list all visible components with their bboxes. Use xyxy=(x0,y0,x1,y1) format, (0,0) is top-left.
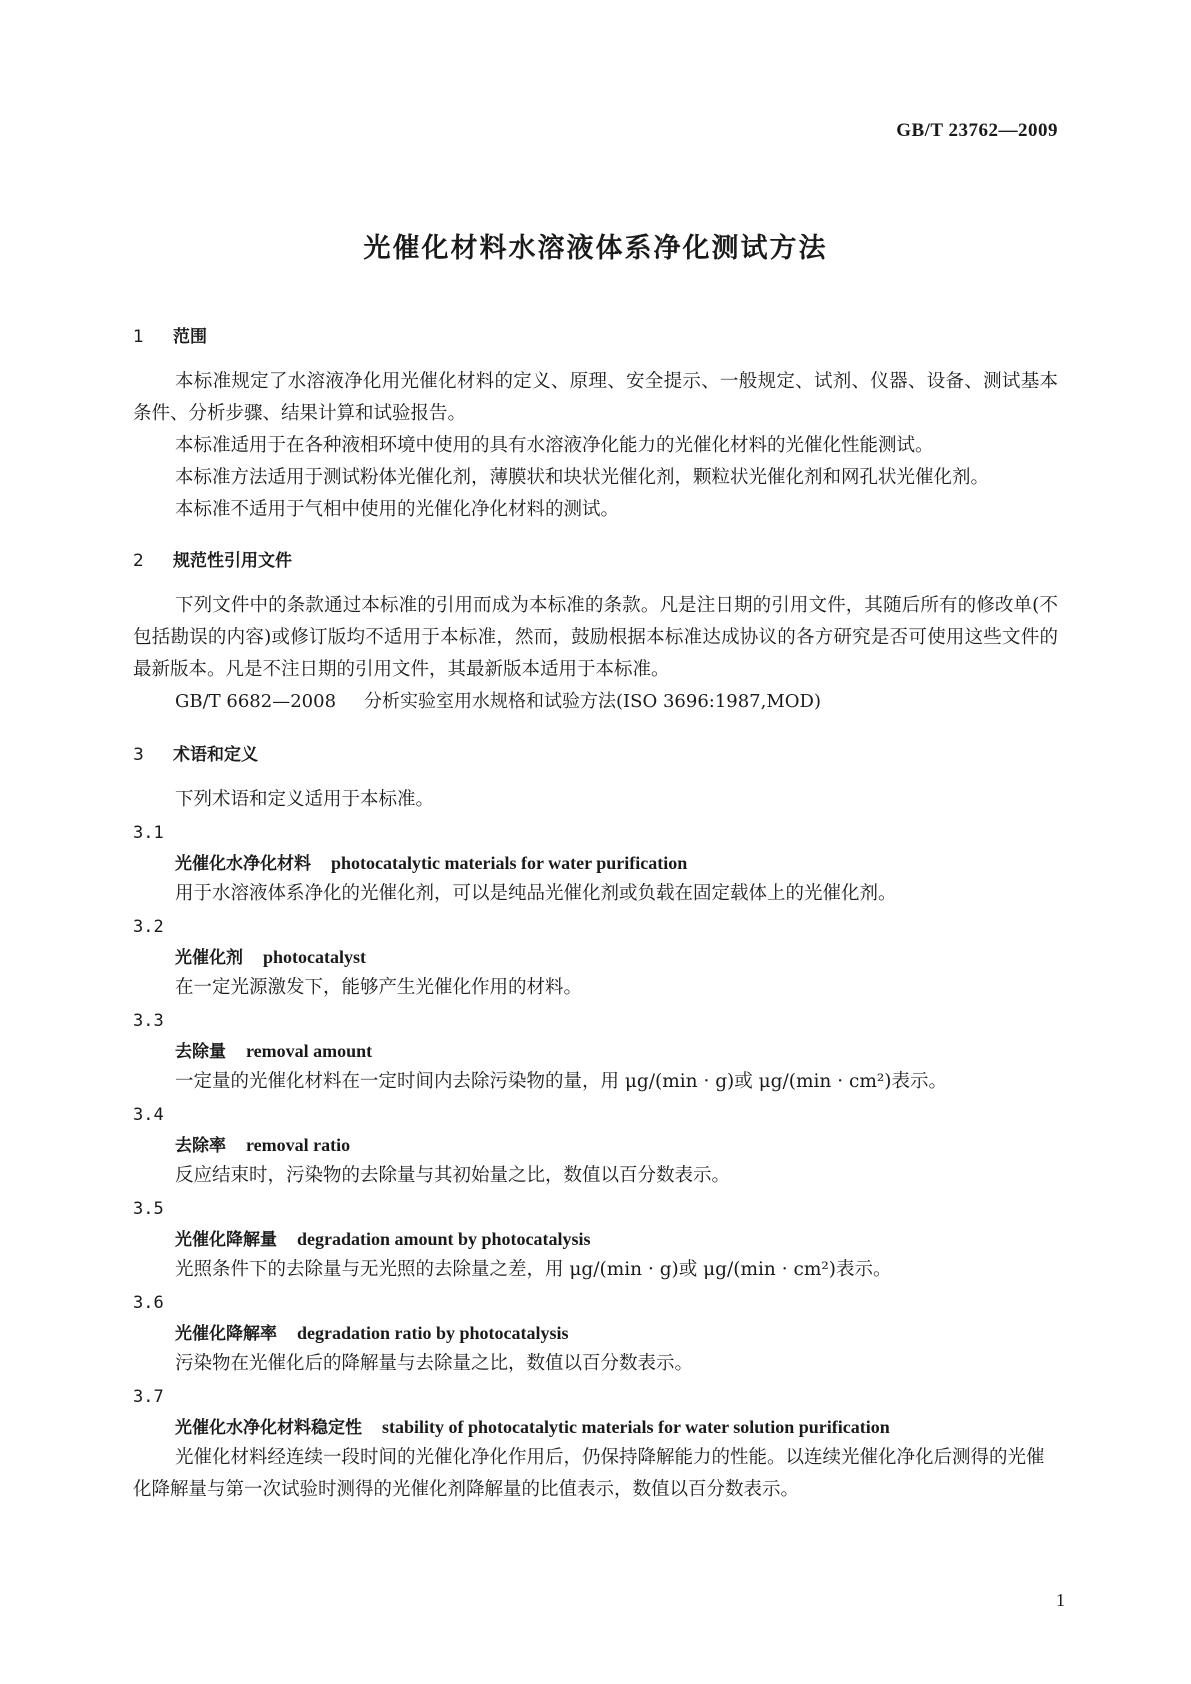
term-entry xyxy=(133,1194,1058,1286)
term-en: stability of photocatalytic materials for water solution purification xyxy=(382,1417,890,1437)
term-definition: 反应结束时，污染物的去除量与其初始量之比，数值以百分数表示。 xyxy=(175,1165,731,1186)
reference-title: 分析实验室用水规格和试验方法(ISO 3696:1987,MOD) xyxy=(364,691,822,712)
term-zh: 去除率 xyxy=(175,1136,226,1156)
term-definition: 在一定光源激发下，能够产生光催化作用的材料。 xyxy=(175,977,583,998)
term-entry xyxy=(133,1006,1058,1098)
reference-code: GB/T 6682—2008 xyxy=(175,691,337,712)
term-number: 3.2 xyxy=(133,917,164,937)
term-number: 3.5 xyxy=(133,1199,164,1219)
section-title: 规范性引用文件 xyxy=(173,551,292,571)
term-en: photocatalyst xyxy=(263,947,366,967)
normative-reference xyxy=(133,686,1058,718)
term-name xyxy=(133,1036,1058,1066)
term-number: 3.3 xyxy=(133,1011,164,1031)
term-name xyxy=(133,942,1058,972)
section-title: 术语和定义 xyxy=(173,745,258,765)
paragraph: 本标准方法适用于测试粉体光催化剂，薄膜状和块状光催化剂，颗粒状光催化剂和网孔状光催化剂。 xyxy=(175,467,990,488)
term-number: 3.7 xyxy=(133,1387,164,1407)
term-en: degradation ratio by photocatalysis xyxy=(297,1323,569,1343)
term-entry xyxy=(133,1288,1058,1380)
section-3-heading xyxy=(133,740,1058,765)
section-title: 范围 xyxy=(173,327,207,347)
term-zh: 光催化水净化材料 xyxy=(175,854,311,874)
term-en: removal amount xyxy=(246,1041,373,1061)
paragraph: 本标准规定了水溶液净化用光催化材料的定义、原理、安全提示、一般规定、试剂、仪器、设备、测试基本条件、分析步骤、结果计算和试验报告。 xyxy=(133,371,1058,424)
term-zh: 去除量 xyxy=(175,1042,226,1062)
document-code: GB/T 23762—2009 xyxy=(896,120,1058,141)
paragraph: 下列术语和定义适用于本标准。 xyxy=(175,789,435,810)
term-name xyxy=(133,848,1058,878)
term-name xyxy=(133,1318,1058,1348)
term-zh: 光催化水净化材料稳定性 xyxy=(175,1418,362,1438)
term-en: degradation amount by photocatalysis xyxy=(297,1229,591,1249)
term-zh: 光催化降解率 xyxy=(175,1324,277,1344)
term-entry xyxy=(133,912,1058,1004)
term-definition: 一定量的光催化材料在一定时间内去除污染物的量，用 μg/(min · g)或 μg/(min · cm²)表示。 xyxy=(175,1071,948,1092)
section-number: 3 xyxy=(133,745,144,765)
term-entry xyxy=(133,1100,1058,1192)
page-number: 1 xyxy=(1056,1590,1065,1610)
section-1-heading xyxy=(133,322,1058,347)
section-2-heading xyxy=(133,546,1058,571)
term-number: 3.6 xyxy=(133,1293,164,1313)
paragraph: 本标准适用于在各种液相环境中使用的具有水溶液净化能力的光催化材料的光催化性能测试。 xyxy=(175,435,934,456)
term-en: photocatalytic materials for water purification xyxy=(331,853,688,873)
term-number: 3.1 xyxy=(133,823,164,843)
term-zh: 光催化剂 xyxy=(175,948,243,968)
term-zh: 光催化降解量 xyxy=(175,1230,277,1250)
paragraph: 下列文件中的条款通过本标准的引用而成为本标准的条款。凡是注日期的引用文件，其随后所有的修改单(不包括勘误的内容)或修订版均不适用于本标准，然而，鼓励根据本标准达成协议的各方研究是否可使用这些文件的最新版本。凡是不注日期的引用文件，其最新版本适用于本标准。 xyxy=(133,595,1058,680)
term-definition: 光照条件下的去除量与无光照的去除量之差，用 μg/(min · g)或 μg/(min · cm²)表示。 xyxy=(175,1259,892,1280)
page-title: 光催化材料水溶液体系净化测试方法 xyxy=(363,233,828,264)
section-number: 2 xyxy=(133,551,144,571)
term-name xyxy=(133,1130,1058,1160)
term-name xyxy=(133,1224,1058,1254)
paragraph: 本标准不适用于气相中使用的光催化净化材料的测试。 xyxy=(175,499,620,520)
document-body xyxy=(133,322,1058,1506)
term-name xyxy=(133,1412,1058,1442)
term-en: removal ratio xyxy=(246,1135,351,1155)
section-number: 1 xyxy=(133,327,144,347)
term-entry xyxy=(133,818,1058,910)
term-definition: 污染物在光催化后的降解量与去除量之比，数值以百分数表示。 xyxy=(175,1353,694,1374)
term-definition: 光催化材料经连续一段时间的光催化净化作用后，仍保持降解能力的性能。以连续光催化净化后测得的光催化降解量与第一次试验时测得的光催化剂降解量的比值表示，数值以百分数表示。 xyxy=(133,1447,1045,1500)
term-definition: 用于水溶液体系净化的光催化剂，可以是纯品光催化剂或负载在固定载体上的光催化剂。 xyxy=(175,883,897,904)
term-entry xyxy=(133,1382,1058,1506)
term-number: 3.4 xyxy=(133,1105,164,1125)
